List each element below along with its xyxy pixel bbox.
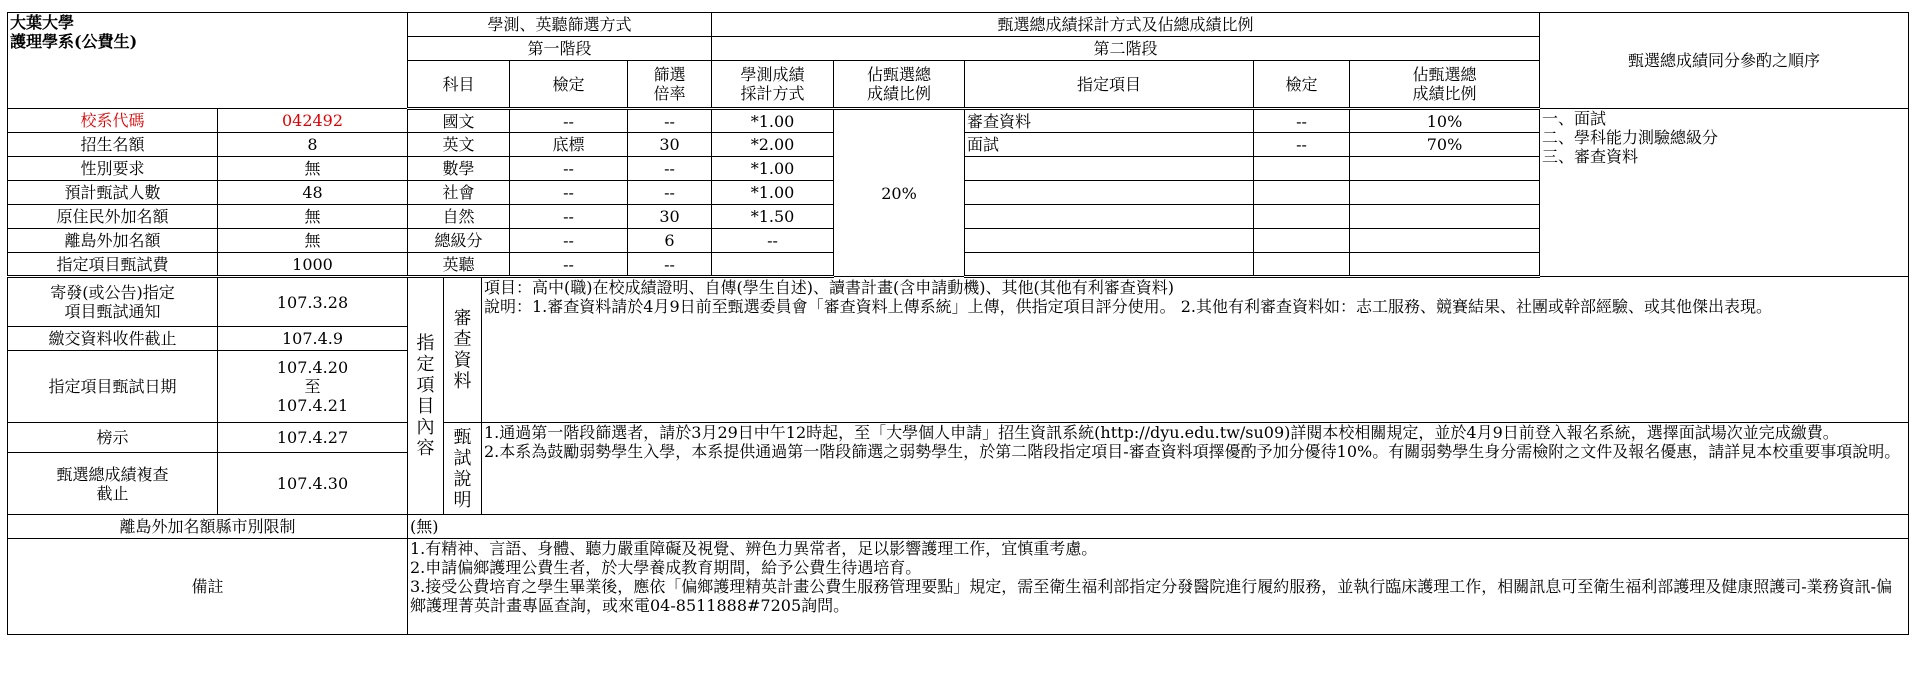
tiebreak-list bbox=[1540, 109, 1909, 277]
table-row bbox=[8, 423, 1909, 453]
stage2-header: 第二階段 bbox=[712, 37, 1540, 61]
date-label: 寄發(或公告)指定 項目甄試通知 bbox=[8, 277, 218, 327]
subject-gsat: *1.00 bbox=[712, 181, 834, 205]
subject-check: -- bbox=[510, 157, 628, 181]
date-label: 繳交資料收件截止 bbox=[8, 327, 218, 351]
date-label: 甄選總成績複查 截止 bbox=[8, 453, 218, 515]
note-item: 3.接受公費培育之學生畢業後，應依「偏鄉護理精英計畫公費生服務管理要點」規定，需至衛生福利部指定分發醫院進行履約服務，並執行臨床護理工作，相關訊息可至衛生福利部護理及健康照護司-業務資訊-偏鄉護理菁英計畫專區查詢，或來電04-8511888#7205詢問。 bbox=[410, 577, 1893, 615]
subject-check: 底標 bbox=[510, 133, 628, 157]
col-check: 檢定 bbox=[510, 61, 628, 109]
gsat-pct: 20% bbox=[834, 109, 965, 277]
review-label: 審查資料 bbox=[444, 277, 482, 423]
col-item: 指定項目 bbox=[965, 61, 1254, 109]
subject-name: 國文 bbox=[408, 109, 510, 133]
island-label: 離島外加名額縣市別限制 bbox=[8, 515, 408, 539]
review-content bbox=[482, 277, 1909, 423]
subject-check: -- bbox=[510, 181, 628, 205]
date-label: 指定項目甄試日期 bbox=[8, 351, 218, 423]
table-row bbox=[8, 109, 1909, 133]
school-name: 大葉大學 bbox=[10, 13, 75, 32]
info-value: 無 bbox=[218, 205, 408, 229]
col-check2: 檢定 bbox=[1254, 61, 1350, 109]
subject-ratio: 30 bbox=[628, 133, 712, 157]
list-item: 一、面試 bbox=[1542, 109, 1607, 128]
item-check: -- bbox=[1254, 109, 1350, 133]
date-value: 107.4.27 bbox=[218, 423, 408, 453]
date-value: 107.4.9 bbox=[218, 327, 408, 351]
island-value: (無) bbox=[408, 515, 1909, 539]
table-row bbox=[8, 539, 1909, 635]
info-label: 預計甄試人數 bbox=[8, 181, 218, 205]
info-label: 指定項目甄試費 bbox=[8, 253, 218, 277]
item-pct: 10% bbox=[1350, 109, 1540, 133]
item-name: 審查資料 bbox=[965, 109, 1254, 133]
note-item: 1.有精神、言語、身體、聽力嚴重障礙及視覺、辨色力異常者，足以影響護理工作，宜慎重考慮。 bbox=[410, 539, 1098, 558]
school-dept-cell bbox=[8, 13, 408, 109]
item-pct: 70% bbox=[1350, 133, 1540, 157]
subject-gsat: *1.50 bbox=[712, 205, 834, 229]
info-value: 無 bbox=[218, 229, 408, 253]
item-check: -- bbox=[1254, 133, 1350, 157]
stage-method-header: 學測、英聽篩選方式 bbox=[408, 13, 712, 37]
spec-label: 指定項目內容 bbox=[408, 277, 444, 515]
subject-name: 總級分 bbox=[408, 229, 510, 253]
subject-ratio: -- bbox=[628, 157, 712, 181]
subject-name: 社會 bbox=[408, 181, 510, 205]
admission-table-wrapper bbox=[7, 12, 1908, 635]
col-pct: 佔甄選總 成績比例 bbox=[834, 61, 965, 109]
subject-gsat: *1.00 bbox=[712, 109, 834, 133]
interview-content bbox=[482, 423, 1909, 515]
table-row bbox=[8, 277, 1909, 327]
admission-table bbox=[7, 12, 1909, 635]
subject-check: -- bbox=[510, 253, 628, 277]
col-ratio: 篩選 倍率 bbox=[628, 61, 712, 109]
subject-check: -- bbox=[510, 109, 628, 133]
table-row bbox=[8, 515, 1909, 539]
dept-name: 護理學系(公費生) bbox=[10, 32, 138, 51]
date-label: 榜示 bbox=[8, 423, 218, 453]
subject-ratio: -- bbox=[628, 181, 712, 205]
info-value: 042492 bbox=[218, 109, 408, 133]
date-value: 107.4.30 bbox=[218, 453, 408, 515]
subject-check: -- bbox=[510, 205, 628, 229]
interview-text-1: 1.通過第一階段篩選者，請於3月29日中午12時起，至「大學個人申請」招生資訊系統(http://dyu.edu.tw/su09)詳閱本校相關規定，並於4月9日前登入報名系統，選擇面試場次並完成繳費。 bbox=[484, 423, 1839, 442]
subject-ratio: -- bbox=[628, 253, 712, 277]
info-label: 離島外加名額 bbox=[8, 229, 218, 253]
interview-label: 甄試說明 bbox=[444, 423, 482, 515]
notes-label: 備註 bbox=[8, 539, 408, 635]
subject-name: 自然 bbox=[408, 205, 510, 229]
subject-gsat: *1.00 bbox=[712, 157, 834, 181]
info-label: 校系代碼 bbox=[8, 109, 218, 133]
total-method-header: 甄選總成績採計方式及佔總成績比例 bbox=[712, 13, 1540, 37]
subject-name: 英文 bbox=[408, 133, 510, 157]
list-item: 二、學科能力測驗總級分 bbox=[1542, 128, 1719, 147]
review-text-items: 項目：高中(職)在校成績證明、自傳(學生自述)、讀書計畫(含申請動機)、其他(其他有利審查資料) bbox=[484, 278, 1174, 297]
interview-text-2: 2.本系為鼓勵弱勢學生入學，本系提供通過第一階段篩選之弱勢學生，於第二階段指定項目-審查資料項擇優酌予加分優待10%。有關弱勢學生身分需檢附之文件及報名優惠，請詳見本校重要事項說明。 bbox=[484, 442, 1901, 461]
notes-content bbox=[408, 539, 1909, 635]
note-item: 2.申請偏鄉護理公費生者，於大學養成教育期間，給予公費生待遇培育。 bbox=[410, 558, 922, 577]
subject-gsat bbox=[712, 253, 834, 277]
review-text-notes: 說明：1.審查資料請於4月9日前至甄選委員會「審查資料上傳系統」上傳，供指定項目評分使用。 2.其他有利審查資料如：志工服務、競賽結果、社團或幹部經驗、或其他傑出表現。 bbox=[484, 297, 1772, 316]
list-item: 三、審查資料 bbox=[1542, 147, 1639, 166]
date-value: 107.3.28 bbox=[218, 277, 408, 327]
subject-check: -- bbox=[510, 229, 628, 253]
col-pct2: 佔甄選總 成績比例 bbox=[1350, 61, 1540, 109]
subject-gsat: -- bbox=[712, 229, 834, 253]
info-value: 無 bbox=[218, 157, 408, 181]
subject-ratio: -- bbox=[628, 109, 712, 133]
col-gsat: 學測成績 採計方式 bbox=[712, 61, 834, 109]
stage1-header: 第一階段 bbox=[408, 37, 712, 61]
subject-gsat: *2.00 bbox=[712, 133, 834, 157]
info-label: 性別要求 bbox=[8, 157, 218, 181]
col-subject: 科目 bbox=[408, 61, 510, 109]
info-value: 48 bbox=[218, 181, 408, 205]
info-value: 8 bbox=[218, 133, 408, 157]
info-label: 招生名額 bbox=[8, 133, 218, 157]
date-value: 107.4.20 至 107.4.21 bbox=[218, 351, 408, 423]
item-name: 面試 bbox=[965, 133, 1254, 157]
info-value: 1000 bbox=[218, 253, 408, 277]
subject-name: 數學 bbox=[408, 157, 510, 181]
tiebreak-header: 甄選總成績同分參酌之順序 bbox=[1540, 13, 1909, 109]
subject-ratio: 30 bbox=[628, 205, 712, 229]
info-label: 原住民外加名額 bbox=[8, 205, 218, 229]
subject-ratio: 6 bbox=[628, 229, 712, 253]
subject-name: 英聽 bbox=[408, 253, 510, 277]
